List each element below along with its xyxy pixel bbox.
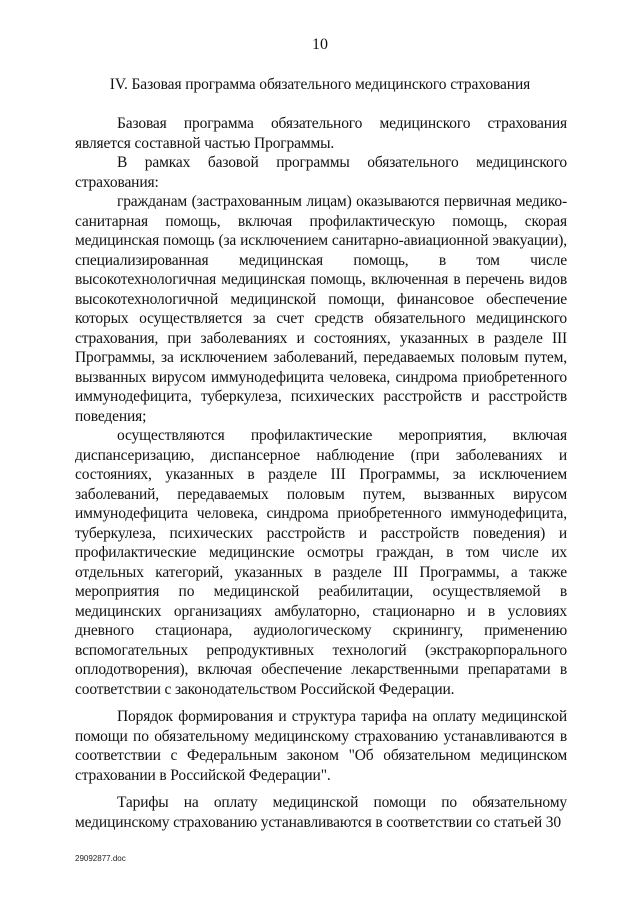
section-heading: IV. Базовая программа обязательного медицинского страхования — [109, 76, 531, 93]
paragraph: В рамках базовой программы обязательного медицинского страхования: — [75, 154, 567, 191]
footer-filename: 29092877.doc — [75, 854, 126, 863]
document-body — [75, 114, 567, 832]
paragraph: Базовая программа обязательного медицинского страхования является составной частью Программы. — [75, 115, 567, 152]
paragraph: Тарифы на оплату медицинской помощи по обязательному медицинскому страхованию устанавливаются в соответствии со статьей 30 — [75, 794, 567, 831]
paragraph: гражданам (застрахованным лицам) оказываются первичная медико-санитарная помощь, включая профилактическую помощь, скорая медицинская помощь (за исключением санитарно-авиационной эвакуации), специализированная медицинская помощь, в том числе высокотехнологичная медицинская помощь, включенная в перечень видов высокотехнологичной медицинской помощи, финансовое обеспечение которых осуществляется за счет средств обязательного медицинского страхования, при заболеваниях и состояниях, указанных в разделе III Программы, за исключением заболеваний, передаваемых половым путем, вызванных вирусом иммунодефицита человека, синдрома приобретенного иммунодефицита, туберкулеза, психических расстройств и расстройств поведения; — [75, 193, 567, 425]
paragraph: Порядок формирования и структура тарифа на оплату медицинской помощи по обязательному медицинскому страхованию устанавливаются в соответствии с Федеральным законом "Об обязательном медицинском страховании в Российской Федерации". — [75, 708, 567, 784]
page-number: 10 — [312, 36, 328, 53]
paragraph: осуществляются профилактические мероприятия, включая диспансеризацию, диспансерное наблюдение (при заболеваниях и состояниях, указанных в разделе III Программы, за исключением заболеваний, передаваемых половым путем, вызванных вирусом иммунодефицита человека, синдрома приобретенного иммунодефицита, туберкулеза, психических расстройств и расстройств поведения) и профилактические медицинские осмотры граждан, в том числе их отдельных категорий, указанных в разделе III Программы, а также мероприятия по медицинской реабилитации, осуществляемой в медицинских организациях амбулаторно, стационарно и в условиях дневного стационара, аудиологическому скринингу, применению вспомогательных репродуктивных технологий (экстракорпорального оплодотворения), включая обеспечение лекарственными препаратами в соответствии с законодательством Российской Федерации. — [75, 427, 567, 698]
